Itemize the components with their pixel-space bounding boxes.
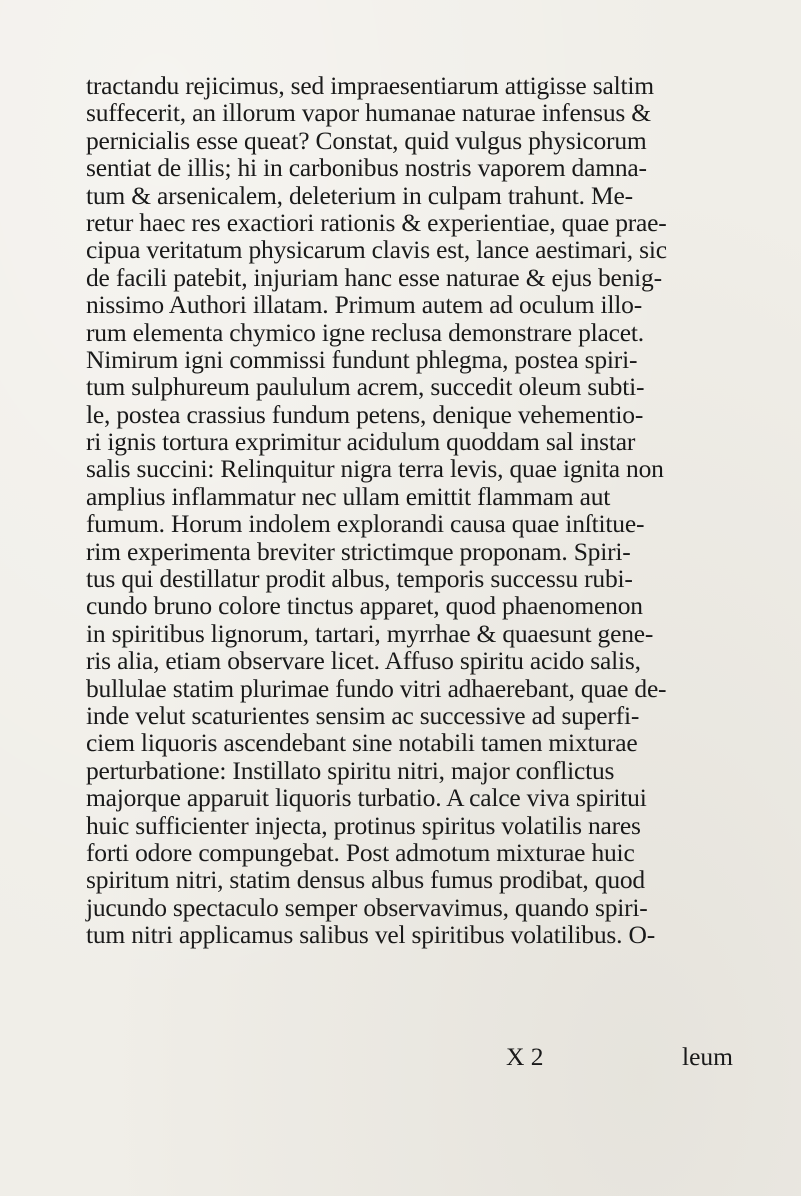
body-text <box>86 72 786 949</box>
text-line: tus qui destillatur prodit albus, temporis successu rubi- <box>86 564 633 594</box>
text-line: tractandu rejicimus, sed impraesentiarum attigisse saltim <box>86 71 654 100</box>
text-line: cundo bruno colore tinctus apparet, quod phaenomenon <box>86 591 643 621</box>
text-line: pernicialis esse queat? Constat, quid vulgus physicorum <box>86 125 647 155</box>
text-line: majorque apparuit liquoris turbatio. A calce viva spiritui <box>86 783 647 813</box>
page-footer <box>86 1042 786 1070</box>
text-line: in spiritibus lignorum, tartari, myrrhae & quaesunt gene- <box>86 618 654 648</box>
signature-mark: X 2 <box>506 1042 544 1071</box>
text-line: spiritum nitri, statim densus albus fumus prodibat, quod <box>86 865 645 895</box>
text-line: nissimo Authori illatam. Primum autem ad oculum illo- <box>86 290 643 320</box>
text-line: huic sufficienter injecta, protinus spiritus volatilis nares <box>86 810 641 840</box>
text-line: amplius inflammatur nec ullam emittit flammam aut <box>86 481 611 511</box>
text-line: cipua veritatum physicarum clavis est, lance aestimari, sic <box>86 235 667 265</box>
text-line: rim experimenta breviter strictimque proponam. Spiri- <box>86 536 631 566</box>
text-line: bullulae statim plurimae fundo vitri adhaerebant, quae de- <box>86 673 667 703</box>
text-line: perturbatione: Instillato spiritu nitri, major conflictus <box>86 755 615 785</box>
text-line: ri ignis tortura exprimitur acidulum quoddam sal instar <box>86 427 636 457</box>
catchword: leum <box>682 1042 733 1071</box>
text-line: forti odore compungebat. Post admotum mixturae huic <box>86 837 635 867</box>
text-line: sentiat de illis; hi in carbonibus nostris vaporem damna- <box>86 153 647 183</box>
text-line: inde velut scaturientes sensim ac successive ad superfi- <box>86 700 640 730</box>
text-line: retur haec res exactiori rationis & experientiae, quae prae- <box>86 207 667 237</box>
text-line: le, postea crassius fundum petens, denique vehementio- <box>86 399 644 429</box>
text-line: ciem liquoris ascendebant sine notabili tamen mixturae <box>86 728 638 758</box>
text-line: salis succini: Relinquitur nigra terra levis, quae ignita non <box>86 454 664 484</box>
text-line: suffecerit, an illorum vapor humanae naturae infensus & <box>86 98 651 128</box>
text-line: ris alia, etiam observare licet. Affuso spiritu acido salis, <box>86 646 641 676</box>
text-line: tum nitri applicamus salibus vel spiritibus volatilibus. O- <box>86 920 655 950</box>
text-line: rum elementa chymico igne reclusa demonstrare placet. <box>86 317 644 347</box>
text-line: de facili patebit, injuriam hanc esse naturae & ejus benig- <box>86 262 662 292</box>
text-line: tum & arsenicalem, deleterium in culpam trahunt. Me- <box>86 180 633 210</box>
text-line: tum sulphureum paululum acrem, succedit oleum subti- <box>86 372 645 402</box>
text-line: jucundo spectaculo semper observavimus, quando spiri- <box>86 892 648 922</box>
text-line: Nimirum igni commissi fundunt phlegma, postea spiri- <box>86 344 638 374</box>
text-line: fumum. Horum indolem explorandi causa quae inſtitue- <box>86 509 645 539</box>
